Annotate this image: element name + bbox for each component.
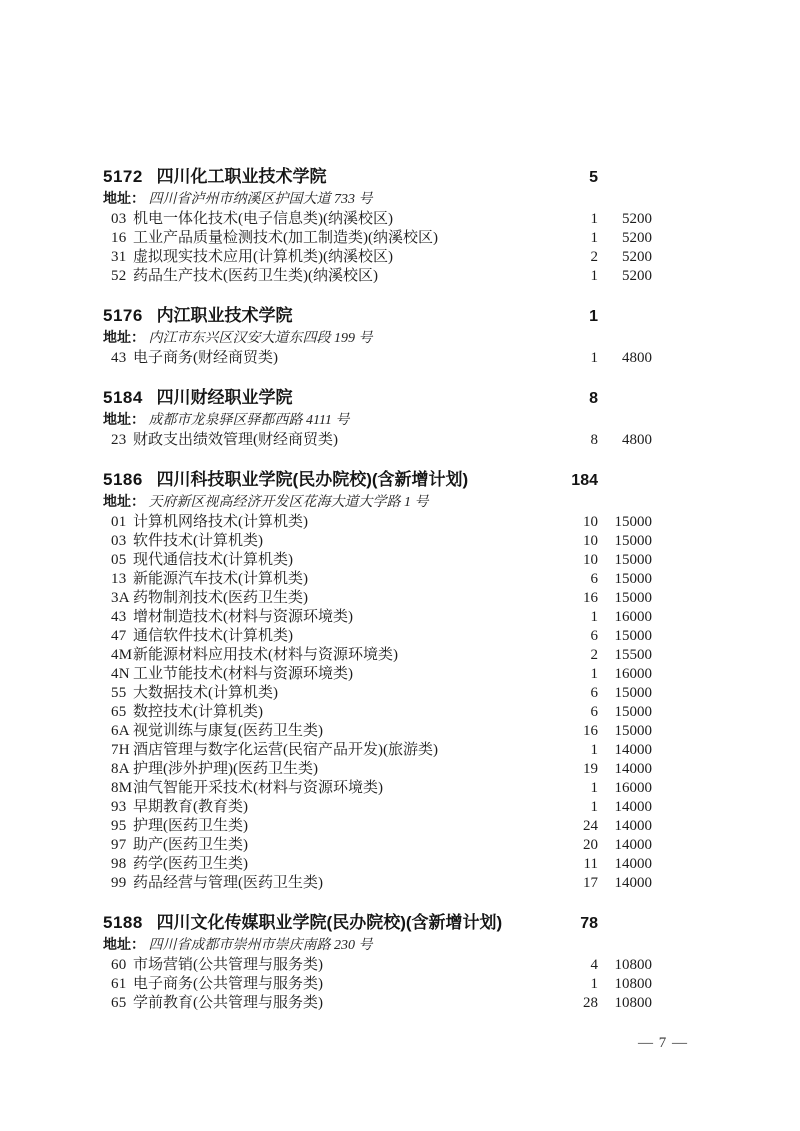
program-tuition: 15000 [614, 704, 652, 720]
institution-name: 四川文化传媒职业学院(民办院校)(含新增计划) [156, 913, 503, 932]
institution-name: 四川财经职业学院 [156, 388, 293, 407]
program-code: 4M [111, 647, 133, 663]
program-name: 机电一体化技术(电子信息类)(纳溪校区) [133, 211, 393, 227]
program-code: 43 [111, 609, 127, 625]
institution-section [103, 306, 652, 368]
program-row [103, 722, 652, 741]
program-tuition: 15000 [614, 590, 652, 606]
program-plan-count: 6 [590, 571, 598, 587]
address-text: 内江市东兴区汉安大道东四段 199 号 [148, 331, 373, 346]
program-code: 31 [111, 249, 127, 265]
program-tuition: 15000 [614, 723, 652, 739]
program-plan-count: 16 [583, 590, 598, 606]
program-name: 工业节能技术(材料与资源环境类) [133, 666, 353, 682]
program-list [103, 956, 652, 1013]
institution-code: 5176 [103, 306, 143, 325]
institution-title [103, 388, 552, 408]
page-footer [626, 1034, 700, 1052]
program-name: 新能源汽车技术(计算机类) [133, 571, 308, 587]
program-tuition: 15000 [614, 571, 652, 587]
program-code: 01 [111, 514, 127, 530]
institution-section [103, 470, 652, 893]
institution-code: 5188 [103, 913, 143, 932]
program-row [103, 855, 652, 874]
program-plan-count: 1 [590, 211, 598, 227]
address-text: 天府新区视高经济开发区花海大道大学路 1 号 [148, 495, 429, 510]
program-code: 55 [111, 685, 127, 701]
program-tuition: 10800 [614, 976, 652, 992]
program-row [103, 741, 652, 760]
program-plan-count: 1 [590, 976, 598, 992]
program-row [103, 431, 652, 450]
program-tuition: 14000 [614, 875, 652, 891]
institution-title [103, 470, 552, 490]
program-code: 97 [111, 837, 127, 853]
program-code: 03 [111, 533, 127, 549]
program-row [103, 684, 652, 703]
institution-section [103, 913, 652, 1013]
address-label: 地址： [103, 936, 145, 952]
program-name: 助产(医药卫生类) [133, 837, 248, 853]
institution-name: 四川化工职业技术学院 [156, 167, 327, 186]
program-code: 52 [111, 268, 127, 284]
program-tuition: 14000 [614, 799, 652, 815]
address-line [103, 411, 652, 429]
institution-header [103, 470, 652, 491]
program-plan-count: 20 [583, 837, 598, 853]
program-row [103, 703, 652, 722]
program-tuition: 14000 [614, 818, 652, 834]
program-row [103, 994, 652, 1013]
institution-header [103, 167, 652, 188]
program-name: 工业产品质量检测技术(加工制造类)(纳溪校区) [133, 230, 438, 246]
institution-total-plan: 8 [589, 390, 598, 407]
program-plan-count: 19 [583, 761, 598, 777]
program-code: 65 [111, 995, 127, 1011]
institution-header [103, 306, 652, 327]
program-code: 7H [111, 742, 130, 758]
program-code: 43 [111, 350, 127, 366]
program-row [103, 760, 652, 779]
program-plan-count: 17 [583, 875, 598, 891]
program-code: 16 [111, 230, 127, 246]
program-name: 现代通信技术(计算机类) [133, 552, 293, 568]
program-name: 市场营销(公共管理与服务类) [133, 957, 323, 973]
program-row [103, 646, 652, 665]
institution-name: 四川科技职业学院(民办院校)(含新增计划) [156, 470, 469, 489]
institution-title [103, 306, 552, 326]
program-plan-count: 2 [590, 647, 598, 663]
program-plan-count: 1 [590, 268, 598, 284]
program-name: 数控技术(计算机类) [133, 704, 263, 720]
program-name: 增材制造技术(材料与资源环境类) [133, 609, 353, 625]
program-tuition: 15500 [614, 647, 652, 663]
program-plan-count: 6 [590, 704, 598, 720]
program-tuition: 4800 [622, 350, 652, 366]
program-row [103, 779, 652, 798]
program-tuition: 15000 [614, 552, 652, 568]
program-code: 03 [111, 211, 127, 227]
address-label: 地址： [103, 329, 145, 345]
address-label: 地址： [103, 493, 145, 509]
program-row [103, 817, 652, 836]
program-name: 电子商务(财经商贸类) [133, 350, 278, 366]
institution-total-plan: 1 [589, 308, 598, 325]
program-name: 油气智能开采技术(材料与资源环境类) [133, 780, 383, 796]
institution-total-plan: 184 [571, 472, 598, 489]
program-name: 药物制剂技术(医药卫生类) [133, 590, 308, 606]
program-plan-count: 10 [583, 514, 598, 530]
program-code: 61 [111, 976, 127, 992]
address-line [103, 493, 652, 511]
program-tuition: 5200 [622, 230, 652, 246]
institution-code: 5184 [103, 388, 143, 407]
address-label: 地址： [103, 190, 145, 206]
program-row [103, 229, 652, 248]
program-row [103, 836, 652, 855]
program-tuition: 15000 [614, 685, 652, 701]
program-plan-count: 1 [590, 780, 598, 796]
admission-plan-list [103, 167, 652, 1013]
program-name: 护理(医药卫生类) [133, 818, 248, 834]
address-line [103, 936, 652, 954]
program-list [103, 210, 652, 286]
address-text: 四川省成都市崇州市崇庆南路 230 号 [148, 938, 373, 953]
address-line [103, 190, 652, 208]
program-code: 3A [111, 590, 130, 606]
program-code: 23 [111, 432, 127, 448]
program-name: 软件技术(计算机类) [133, 533, 263, 549]
program-plan-count: 28 [583, 995, 598, 1011]
program-tuition: 4800 [622, 432, 652, 448]
program-list [103, 513, 652, 893]
program-row [103, 551, 652, 570]
program-tuition: 10800 [614, 957, 652, 973]
program-name: 计算机网络技术(计算机类) [133, 514, 308, 530]
program-plan-count: 1 [590, 230, 598, 246]
institution-code: 5186 [103, 470, 143, 489]
program-name: 药学(医药卫生类) [133, 856, 248, 872]
institution-name: 内江职业技术学院 [156, 306, 293, 325]
program-row [103, 627, 652, 646]
program-plan-count: 10 [583, 533, 598, 549]
program-plan-count: 6 [590, 628, 598, 644]
address-text: 四川省泸州市纳溪区护国大道 733 号 [148, 192, 373, 207]
program-row [103, 570, 652, 589]
program-row [103, 267, 652, 286]
program-name: 通信软件技术(计算机类) [133, 628, 293, 644]
program-code: 8M [111, 780, 133, 796]
program-plan-count: 8 [590, 432, 598, 448]
address-line [103, 329, 652, 347]
program-list [103, 349, 652, 368]
program-plan-count: 11 [583, 856, 598, 872]
program-row [103, 589, 652, 608]
program-code: 60 [111, 957, 127, 973]
program-row [103, 874, 652, 893]
program-code: 8A [111, 761, 130, 777]
institution-total-plan: 5 [589, 169, 598, 186]
program-tuition: 15000 [614, 514, 652, 530]
institution-total-plan: 78 [580, 915, 598, 932]
program-tuition: 15000 [614, 533, 652, 549]
address-label: 地址： [103, 411, 145, 427]
program-tuition: 15000 [614, 628, 652, 644]
program-name: 视觉训练与康复(医药卫生类) [133, 723, 323, 739]
program-row [103, 210, 652, 229]
institution-title [103, 913, 552, 933]
program-tuition: 5200 [622, 211, 652, 227]
program-name: 酒店管理与数字化运营(民宿产品开发)(旅游类) [133, 742, 438, 758]
program-row [103, 248, 652, 267]
program-row [103, 608, 652, 627]
program-tuition: 16000 [614, 666, 652, 682]
program-list [103, 431, 652, 450]
program-code: 99 [111, 875, 127, 891]
program-tuition: 10800 [614, 995, 652, 1011]
program-code: 93 [111, 799, 127, 815]
program-tuition: 14000 [614, 856, 652, 872]
program-name: 大数据技术(计算机类) [133, 685, 278, 701]
program-plan-count: 2 [590, 249, 598, 265]
program-tuition: 14000 [614, 742, 652, 758]
program-plan-count: 10 [583, 552, 598, 568]
institution-header [103, 388, 652, 409]
program-code: 4N [111, 666, 130, 682]
program-row [103, 532, 652, 551]
institution-section [103, 388, 652, 450]
program-name: 药品生产技术(医药卫生类)(纳溪校区) [133, 268, 378, 284]
program-tuition: 14000 [614, 837, 652, 853]
program-name: 护理(涉外护理)(医药卫生类) [133, 761, 318, 777]
program-tuition: 5200 [622, 268, 652, 284]
program-row [103, 956, 652, 975]
institution-code: 5172 [103, 167, 143, 186]
program-code: 47 [111, 628, 127, 644]
program-row [103, 665, 652, 684]
program-code: 65 [111, 704, 127, 720]
program-code: 13 [111, 571, 127, 587]
program-tuition: 16000 [614, 609, 652, 625]
program-plan-count: 6 [590, 685, 598, 701]
program-tuition: 16000 [614, 780, 652, 796]
program-code: 6A [111, 723, 130, 739]
program-name: 早期教育(教育类) [133, 799, 248, 815]
institution-title [103, 167, 552, 187]
program-plan-count: 24 [583, 818, 598, 834]
program-name: 虚拟现实技术应用(计算机类)(纳溪校区) [133, 249, 393, 265]
program-plan-count: 1 [590, 666, 598, 682]
program-name: 电子商务(公共管理与服务类) [133, 976, 323, 992]
program-tuition: 14000 [614, 761, 652, 777]
program-code: 05 [111, 552, 127, 568]
institution-header [103, 913, 652, 934]
program-name: 学前教育(公共管理与服务类) [133, 995, 323, 1011]
program-code: 98 [111, 856, 127, 872]
program-row [103, 513, 652, 532]
program-plan-count: 1 [590, 799, 598, 815]
institution-section [103, 167, 652, 286]
program-tuition: 5200 [622, 249, 652, 265]
program-row [103, 975, 652, 994]
program-plan-count: 1 [590, 609, 598, 625]
program-name: 财政支出绩效管理(财经商贸类) [133, 432, 338, 448]
program-plan-count: 1 [590, 350, 598, 366]
page-number: — 7 — [638, 1035, 688, 1051]
program-name: 新能源材料应用技术(材料与资源环境类) [133, 647, 398, 663]
program-row [103, 349, 652, 368]
program-name: 药品经营与管理(医药卫生类) [133, 875, 323, 891]
program-plan-count: 1 [590, 742, 598, 758]
address-text: 成都市龙泉驿区驿都西路 4111 号 [148, 413, 350, 428]
program-plan-count: 4 [590, 957, 598, 973]
program-code: 95 [111, 818, 127, 834]
program-plan-count: 16 [583, 723, 598, 739]
program-row [103, 798, 652, 817]
